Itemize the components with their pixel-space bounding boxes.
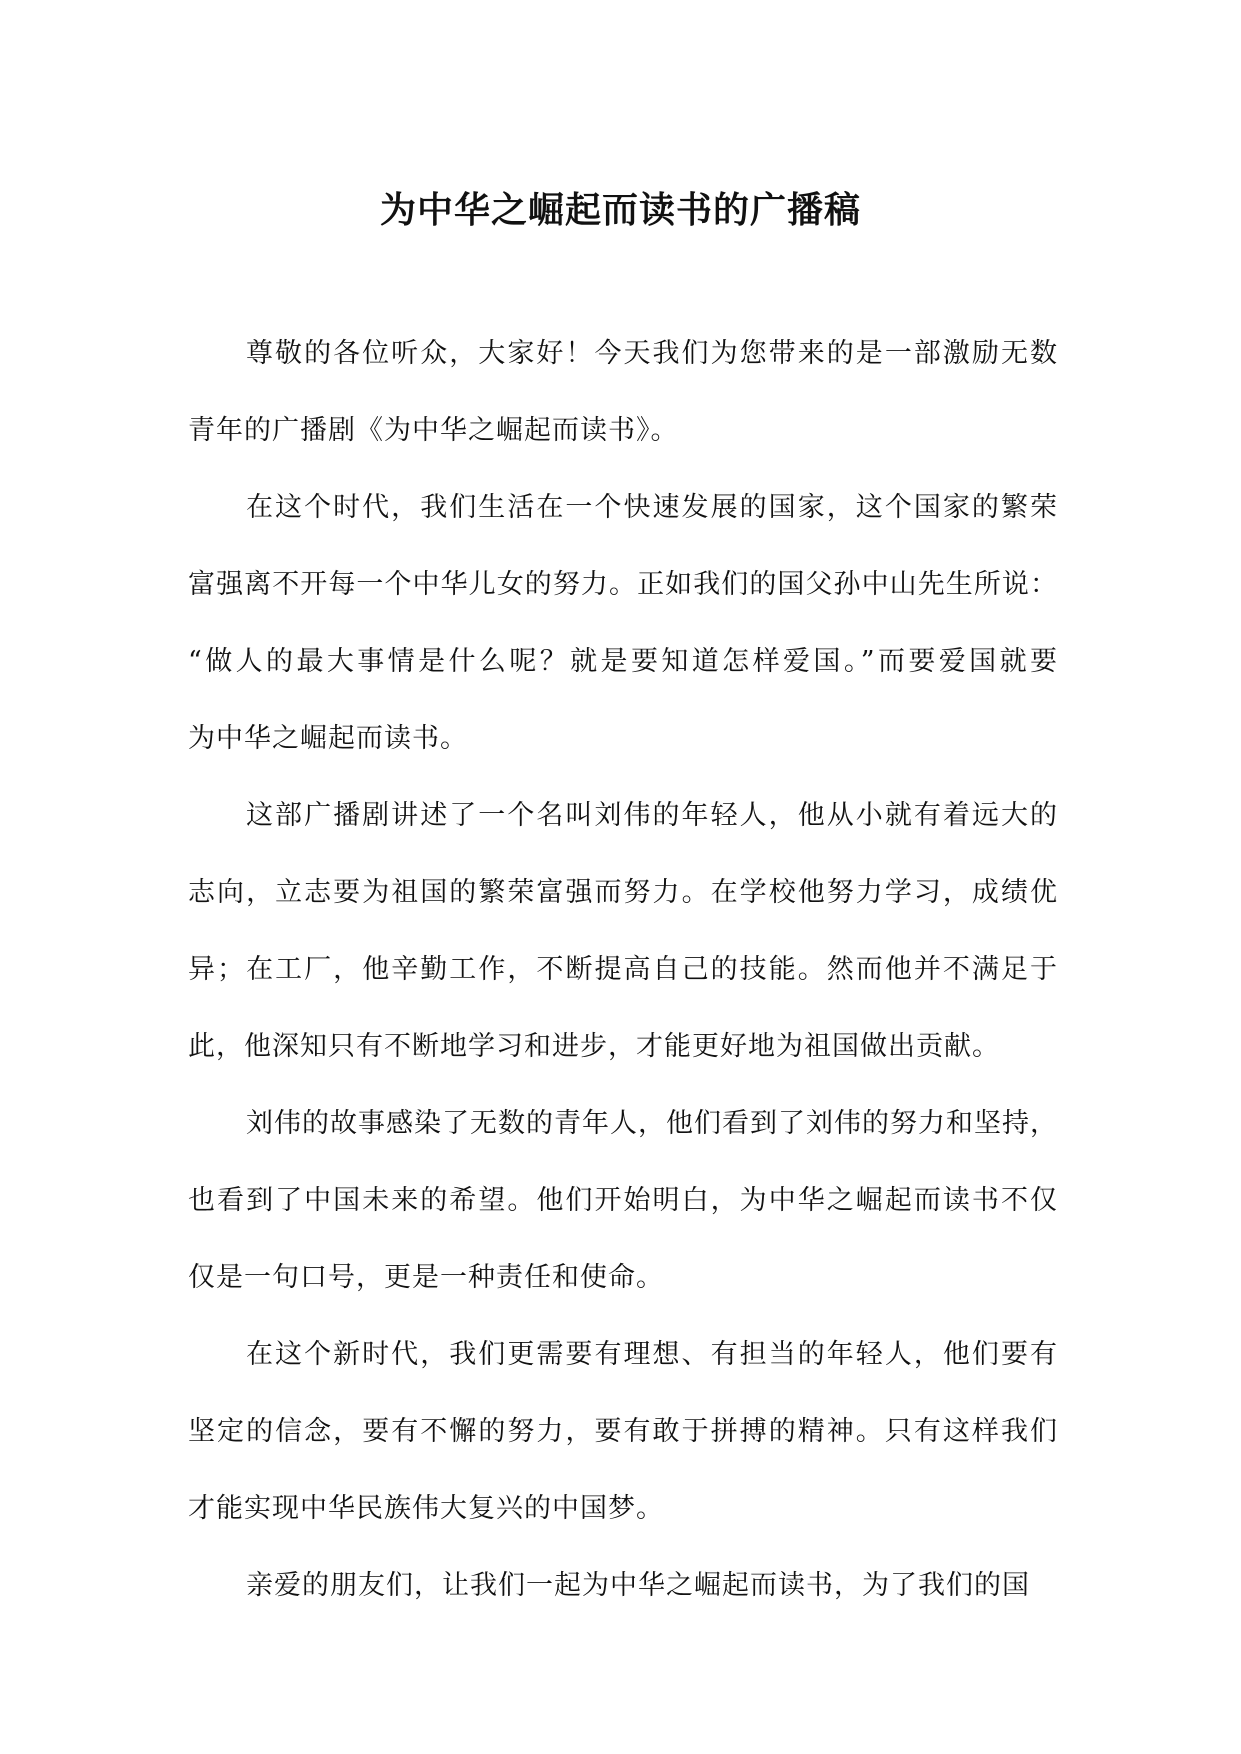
paragraph-3: [188, 777, 1058, 1085]
paragraph-4: [188, 1085, 1058, 1316]
paragraph-line: 坚定的信念，要有不懈的努力，要有敢于拼搏的精神。只有这样我们: [188, 1416, 1058, 1447]
paragraph-line: 此，他深知只有不断地学习和进步，才能更好地为祖国做出贡献。: [188, 1031, 1000, 1062]
paragraph-1: [188, 315, 1058, 469]
paragraph-line: 富强离不开每一个中华儿女的努力。正如我们的国父孙中山先生所说：: [188, 569, 1058, 600]
paragraph-line: 志向，立志要为祖国的繁荣富强而努力。在学校他努力学习，成绩优: [188, 877, 1058, 908]
paragraph-line: 在这个时代，我们生活在一个快速发展的国家，这个国家的繁荣: [246, 492, 1058, 523]
document-title: 为中华之崛起而读书的广播稿: [379, 189, 861, 231]
paragraph-line: 刘伟的故事感染了无数的青年人，他们看到了刘伟的努力和坚持，: [246, 1108, 1058, 1139]
paragraph-line: 在这个新时代，我们更需要有理想、有担当的年轻人，他们要有: [246, 1339, 1058, 1370]
paragraph-line: 也看到了中国未来的希望。他们开始明白，为中华之崛起而读书不仅: [188, 1185, 1058, 1216]
paragraph-line: “做人的最大事情是什么呢？就是要知道怎样爱国。”而要爱国就要: [188, 646, 1058, 677]
paragraph-line: 为中华之崛起而读书。: [188, 723, 468, 754]
paragraph-line: 尊敬的各位听众，大家好！今天我们为您带来的是一部激励无数: [246, 338, 1058, 369]
paragraph-line: 仅是一句口号，更是一种责任和使命。: [188, 1262, 664, 1293]
paragraph-6: [188, 1547, 1058, 1624]
paragraph-line: 亲爱的朋友们，让我们一起为中华之崛起而读书，为了我们的国: [246, 1570, 1030, 1601]
paragraph-line: 青年的广播剧《为中华之崛起而读书》。: [188, 415, 679, 446]
paragraph-line: 才能实现中华民族伟大复兴的中国梦。: [188, 1493, 664, 1524]
document-body: [188, 315, 1058, 1624]
paragraph-2: [188, 469, 1058, 777]
paragraph-line: 异；在工厂，他辛勤工作，不断提高自己的技能。然而他并不满足于: [188, 954, 1058, 985]
paragraph-5: [188, 1316, 1058, 1547]
paragraph-line: 这部广播剧讲述了一个名叫刘伟的年轻人，他从小就有着远大的: [246, 800, 1058, 831]
